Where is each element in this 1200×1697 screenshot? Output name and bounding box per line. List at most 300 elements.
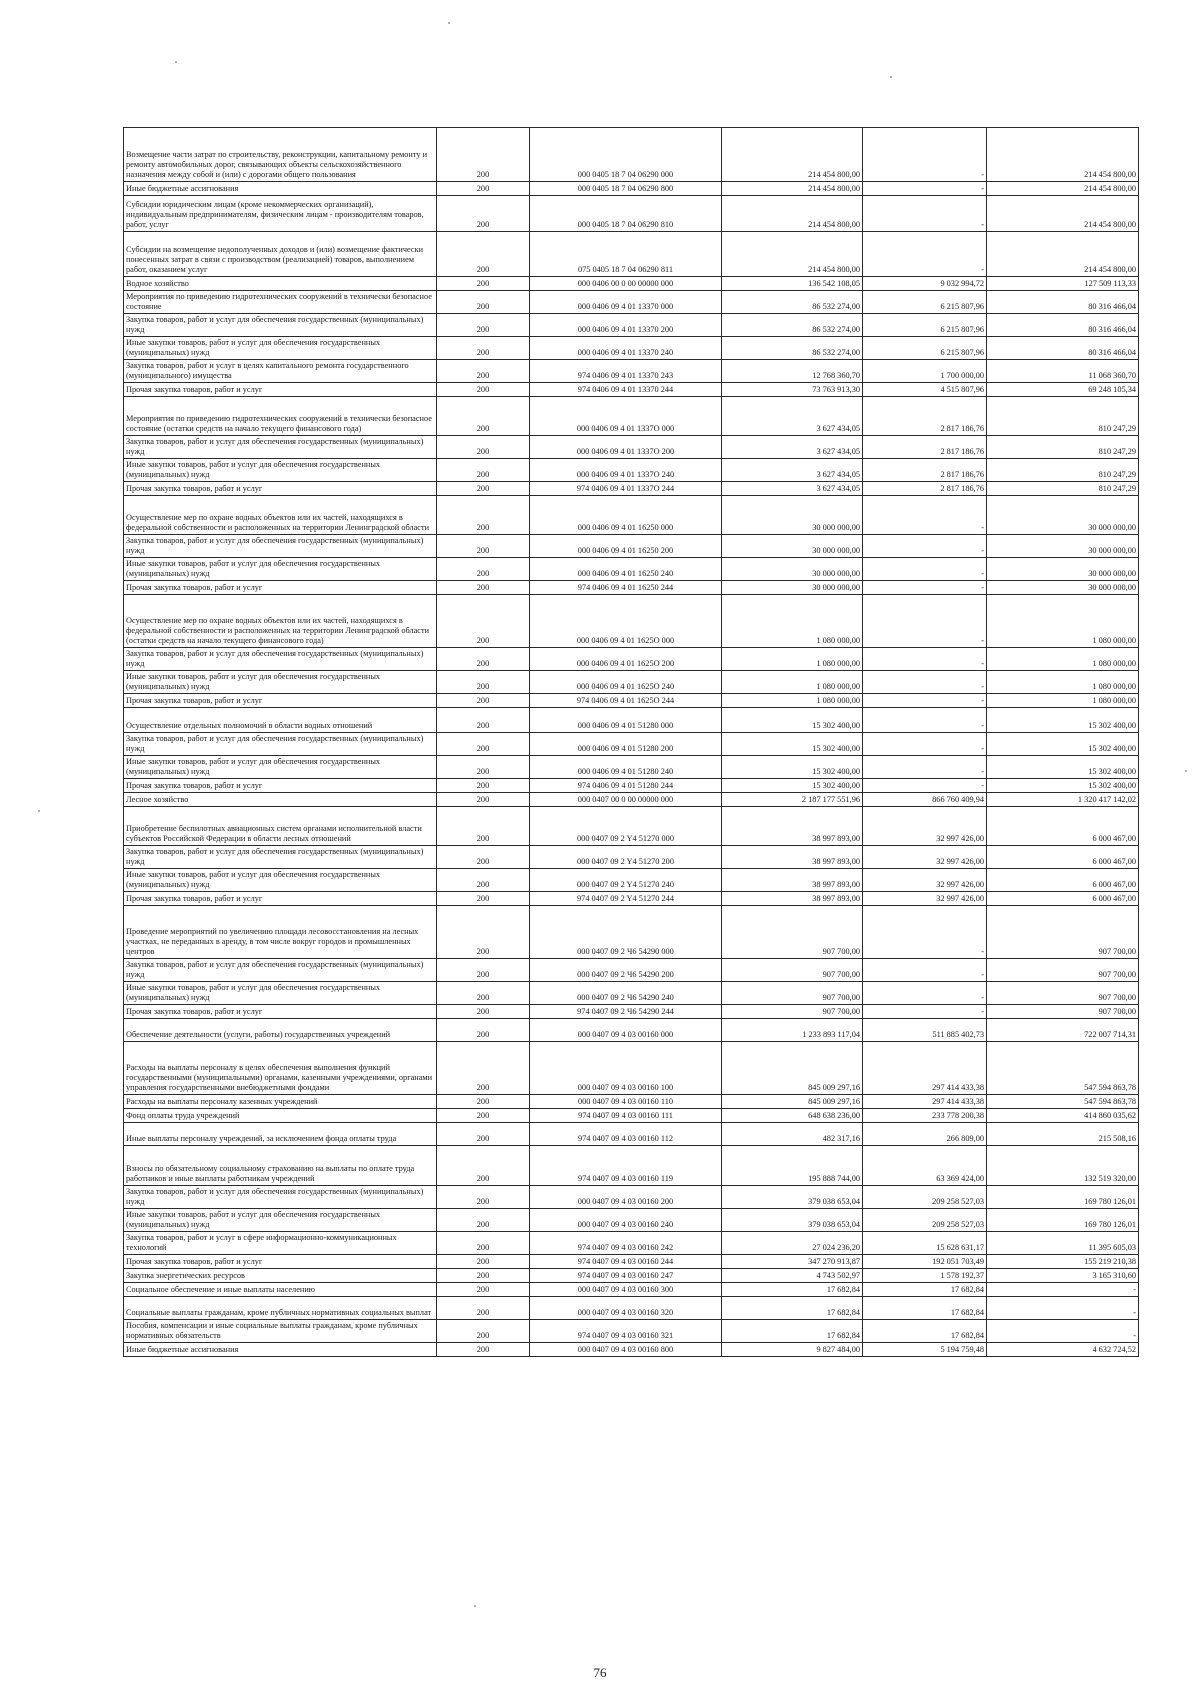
- row-code-cell: 200: [437, 779, 530, 793]
- row-unexecuted-cell: 30 000 000,00: [987, 581, 1139, 595]
- row-kbk-cell: 000 0407 00 0 00 00000 000: [530, 793, 722, 807]
- row-unexecuted-cell: 169 780 126,01: [987, 1186, 1139, 1209]
- row-kbk-cell: 000 0407 09 2 Y4 51270 240: [530, 869, 722, 892]
- row-code-cell: 200: [437, 1186, 530, 1209]
- row-code-cell: 200: [437, 892, 530, 906]
- row-approved-cell: 3 627 434,05: [722, 397, 863, 436]
- row-unexecuted-cell: 15 302 400,00: [987, 779, 1139, 793]
- row-executed-cell: -: [863, 128, 987, 182]
- row-kbk-cell: 974 0406 09 4 01 1337О 244: [530, 482, 722, 496]
- row-name-cell: Иные закупки товаров, работ и услуг для обеспечения государственных (муниципальных) нужд: [124, 337, 437, 360]
- table-row: [124, 196, 1139, 232]
- row-code-cell: 200: [437, 1109, 530, 1123]
- row-kbk-cell: 974 0406 09 4 01 16250 244: [530, 581, 722, 595]
- row-code-cell: 200: [437, 232, 530, 277]
- row-code-cell: 200: [437, 1343, 530, 1357]
- row-executed-cell: 192 051 703,49: [863, 1255, 987, 1269]
- row-unexecuted-cell: 80 316 466,04: [987, 337, 1139, 360]
- row-approved-cell: 15 302 400,00: [722, 733, 863, 756]
- row-kbk-cell: 075 0405 18 7 04 06290 811: [530, 232, 722, 277]
- row-name-cell: Закупка товаров, работ и услуг для обеспечения государственных (муниципальных) нужд: [124, 648, 437, 671]
- row-unexecuted-cell: 6 000 467,00: [987, 892, 1139, 906]
- row-executed-cell: 297 414 433,38: [863, 1042, 987, 1095]
- row-approved-cell: 214 454 800,00: [722, 128, 863, 182]
- table-row: [124, 807, 1139, 846]
- row-code-cell: 200: [437, 196, 530, 232]
- row-approved-cell: 1 080 000,00: [722, 595, 863, 648]
- row-kbk-cell: 000 0406 09 4 01 13370 000: [530, 291, 722, 314]
- row-executed-cell: -: [863, 1005, 987, 1019]
- row-unexecuted-cell: 155 219 210,38: [987, 1255, 1139, 1269]
- row-approved-cell: 648 638 236,00: [722, 1109, 863, 1123]
- row-executed-cell: -: [863, 558, 987, 581]
- row-unexecuted-cell: 15 302 400,00: [987, 756, 1139, 779]
- row-executed-cell: 2 817 186,76: [863, 459, 987, 482]
- row-unexecuted-cell: 127 509 113,33: [987, 277, 1139, 291]
- row-kbk-cell: 974 0407 09 4 03 00160 242: [530, 1232, 722, 1255]
- row-unexecuted-cell: 30 000 000,00: [987, 496, 1139, 535]
- table-row: [124, 648, 1139, 671]
- row-name-cell: Иные закупки товаров, работ и услуг для обеспечения государственных (муниципальных) нужд: [124, 869, 437, 892]
- table-row: [124, 459, 1139, 482]
- row-name-cell: Взносы по обязательному социальному страхованию на выплаты по оплате труда работников и иные выплаты работникам учреждений: [124, 1146, 437, 1186]
- row-executed-cell: 297 414 433,38: [863, 1095, 987, 1109]
- row-name-cell: Иные закупки товаров, работ и услуг для обеспечения государственных (муниципальных) нужд: [124, 558, 437, 581]
- row-name-cell: Лесное хозяйство: [124, 793, 437, 807]
- row-executed-cell: 866 760 409,94: [863, 793, 987, 807]
- row-kbk-cell: 000 0406 00 0 00 00000 000: [530, 277, 722, 291]
- row-executed-cell: 17 682,84: [863, 1320, 987, 1343]
- table-row: [124, 581, 1139, 595]
- row-unexecuted-cell: 907 700,00: [987, 906, 1139, 959]
- row-code-cell: 200: [437, 708, 530, 733]
- row-code-cell: 200: [437, 1255, 530, 1269]
- row-name-cell: Приобретение беспилотных авиационных систем органами исполнительной власти субъектов Российской Федерации в области лесных отношений: [124, 807, 437, 846]
- row-approved-cell: 195 888 744,00: [722, 1146, 863, 1186]
- row-executed-cell: 6 215 807,96: [863, 291, 987, 314]
- row-kbk-cell: 000 0407 09 4 03 00160 800: [530, 1343, 722, 1357]
- row-kbk-cell: 974 0406 09 4 01 13370 244: [530, 383, 722, 397]
- row-code-cell: 200: [437, 733, 530, 756]
- table-row: [124, 535, 1139, 558]
- row-approved-cell: 379 038 653,04: [722, 1209, 863, 1232]
- row-code-cell: 200: [437, 360, 530, 383]
- row-code-cell: 200: [437, 482, 530, 496]
- row-code-cell: 200: [437, 869, 530, 892]
- row-unexecuted-cell: 80 316 466,04: [987, 314, 1139, 337]
- row-name-cell: Фонд оплаты труда учреждений: [124, 1109, 437, 1123]
- row-approved-cell: 214 454 800,00: [722, 182, 863, 196]
- table-row: [124, 1005, 1139, 1019]
- row-executed-cell: 233 778 200,38: [863, 1109, 987, 1123]
- row-approved-cell: 38 997 893,00: [722, 807, 863, 846]
- row-executed-cell: 5 194 759,48: [863, 1343, 987, 1357]
- row-executed-cell: -: [863, 708, 987, 733]
- row-unexecuted-cell: 6 000 467,00: [987, 869, 1139, 892]
- row-approved-cell: 27 024 236,20: [722, 1232, 863, 1255]
- row-executed-cell: -: [863, 496, 987, 535]
- row-kbk-cell: 000 0405 18 7 04 06290 000: [530, 128, 722, 182]
- row-executed-cell: 266 809,00: [863, 1123, 987, 1146]
- row-unexecuted-cell: 4 632 724,52: [987, 1343, 1139, 1357]
- row-kbk-cell: 974 0407 09 2 Ч6 54290 244: [530, 1005, 722, 1019]
- row-code-cell: 200: [437, 1019, 530, 1042]
- row-name-cell: Иные закупки товаров, работ и услуг для обеспечения государственных (муниципальных) нужд: [124, 459, 437, 482]
- row-executed-cell: 32 997 426,00: [863, 892, 987, 906]
- table-row: [124, 232, 1139, 277]
- row-executed-cell: 63 369 424,00: [863, 1146, 987, 1186]
- row-executed-cell: -: [863, 959, 987, 982]
- table-row: [124, 1042, 1139, 1095]
- row-name-cell: Проведение мероприятий по увеличению площади лесовосстановления на лесных участках, не переданных в аренду, в том числе вокруг городов и промышленных центров: [124, 906, 437, 959]
- row-unexecuted-cell: -: [987, 1320, 1139, 1343]
- row-executed-cell: -: [863, 182, 987, 196]
- row-approved-cell: 347 270 913,87: [722, 1255, 863, 1269]
- row-code-cell: 200: [437, 337, 530, 360]
- row-code-cell: 200: [437, 1005, 530, 1019]
- row-name-cell: Закупка товаров, работ и услуг для обеспечения государственных (муниципальных) нужд: [124, 314, 437, 337]
- row-kbk-cell: 000 0407 09 4 03 00160 200: [530, 1186, 722, 1209]
- row-code-cell: 200: [437, 277, 530, 291]
- row-unexecuted-cell: 6 000 467,00: [987, 807, 1139, 846]
- row-unexecuted-cell: 907 700,00: [987, 959, 1139, 982]
- row-approved-cell: 38 997 893,00: [722, 892, 863, 906]
- row-approved-cell: 136 542 108,05: [722, 277, 863, 291]
- table-row: [124, 793, 1139, 807]
- row-executed-cell: -: [863, 581, 987, 595]
- row-approved-cell: 15 302 400,00: [722, 779, 863, 793]
- row-name-cell: Закупка товаров, работ и услуг в целях капитального ремонта государственного (муниципального) имущества: [124, 360, 437, 383]
- row-executed-cell: 32 997 426,00: [863, 846, 987, 869]
- row-approved-cell: 1 080 000,00: [722, 694, 863, 708]
- row-unexecuted-cell: 214 454 800,00: [987, 182, 1139, 196]
- row-approved-cell: 73 763 913,30: [722, 383, 863, 397]
- row-approved-cell: 15 302 400,00: [722, 708, 863, 733]
- row-kbk-cell: 000 0406 09 4 01 16250 000: [530, 496, 722, 535]
- row-executed-cell: 1 700 000,00: [863, 360, 987, 383]
- table-row: [124, 1146, 1139, 1186]
- row-unexecuted-cell: 1 080 000,00: [987, 671, 1139, 694]
- row-name-cell: Обеспечение деятельности (услуги, работы) государственных учреждений: [124, 1019, 437, 1042]
- budget-execution-table: [123, 127, 1139, 1357]
- row-kbk-cell: 000 0407 09 4 03 00160 300: [530, 1283, 722, 1297]
- row-unexecuted-cell: 132 519 320,00: [987, 1146, 1139, 1186]
- row-unexecuted-cell: 810 247,29: [987, 436, 1139, 459]
- row-code-cell: 200: [437, 1269, 530, 1283]
- row-approved-cell: 17 682,84: [722, 1283, 863, 1297]
- row-approved-cell: 214 454 800,00: [722, 196, 863, 232]
- row-unexecuted-cell: 214 454 800,00: [987, 232, 1139, 277]
- row-executed-cell: -: [863, 906, 987, 959]
- row-approved-cell: 3 627 434,05: [722, 459, 863, 482]
- row-name-cell: Прочая закупка товаров, работ и услуг: [124, 892, 437, 906]
- row-code-cell: 200: [437, 807, 530, 846]
- table-row: [124, 1232, 1139, 1255]
- table-row: [124, 1320, 1139, 1343]
- row-code-cell: 200: [437, 1095, 530, 1109]
- table-row: [124, 436, 1139, 459]
- row-approved-cell: 86 532 274,00: [722, 314, 863, 337]
- table-row: [124, 383, 1139, 397]
- row-kbk-cell: 000 0406 09 4 01 1337О 240: [530, 459, 722, 482]
- row-executed-cell: -: [863, 196, 987, 232]
- table-row: [124, 558, 1139, 581]
- table-row: [124, 1255, 1139, 1269]
- row-kbk-cell: 000 0407 09 2 Y4 51270 000: [530, 807, 722, 846]
- row-code-cell: 200: [437, 648, 530, 671]
- row-unexecuted-cell: 15 302 400,00: [987, 733, 1139, 756]
- row-approved-cell: 1 080 000,00: [722, 671, 863, 694]
- table-row: [124, 982, 1139, 1005]
- table-row: [124, 906, 1139, 959]
- row-kbk-cell: 000 0406 09 4 01 13370 200: [530, 314, 722, 337]
- row-approved-cell: 86 532 274,00: [722, 337, 863, 360]
- table-row: [124, 595, 1139, 648]
- table-row: [124, 733, 1139, 756]
- row-executed-cell: 6 215 807,96: [863, 314, 987, 337]
- row-name-cell: Субсидии юридическим лицам (кроме некоммерческих организаций), индивидуальным предпринимателям, физическим лицам - производителям товаров, работ, услуг: [124, 196, 437, 232]
- row-code-cell: 200: [437, 383, 530, 397]
- row-kbk-cell: 000 0405 18 7 04 06290 800: [530, 182, 722, 196]
- row-code-cell: 200: [437, 436, 530, 459]
- row-code-cell: 200: [437, 1123, 530, 1146]
- row-name-cell: Расходы на выплаты персоналу в целях обеспечения выполнения функций государственными (муниципальными) органами, казенными учреждениями, органами управления государственными внебюджетными фондами: [124, 1042, 437, 1095]
- row-code-cell: 200: [437, 496, 530, 535]
- row-unexecuted-cell: 69 248 105,34: [987, 383, 1139, 397]
- table-row: [124, 128, 1139, 182]
- row-unexecuted-cell: 214 454 800,00: [987, 128, 1139, 182]
- row-kbk-cell: 974 0407 09 4 03 00160 321: [530, 1320, 722, 1343]
- row-code-cell: 200: [437, 694, 530, 708]
- row-executed-cell: -: [863, 779, 987, 793]
- table-row: [124, 756, 1139, 779]
- row-name-cell: Осуществление мер по охране водных объектов или их частей, находящихся в федеральной собственности и расположенных на территории Ленинградской области (остатки средств на начало текущего финансового года): [124, 595, 437, 648]
- row-executed-cell: -: [863, 733, 987, 756]
- row-approved-cell: 907 700,00: [722, 982, 863, 1005]
- row-name-cell: Прочая закупка товаров, работ и услуг: [124, 581, 437, 595]
- row-unexecuted-cell: 6 000 467,00: [987, 846, 1139, 869]
- row-executed-cell: -: [863, 982, 987, 1005]
- row-name-cell: Прочая закупка товаров, работ и услуг: [124, 1005, 437, 1019]
- row-executed-cell: 9 032 994,72: [863, 277, 987, 291]
- row-unexecuted-cell: -: [987, 1283, 1139, 1297]
- row-unexecuted-cell: 169 780 126,01: [987, 1209, 1139, 1232]
- row-unexecuted-cell: 810 247,29: [987, 482, 1139, 496]
- row-approved-cell: 907 700,00: [722, 959, 863, 982]
- row-code-cell: 200: [437, 1320, 530, 1343]
- row-name-cell: Иные закупки товаров, работ и услуг для обеспечения государственных (муниципальных) нужд: [124, 1209, 437, 1232]
- row-code-cell: 200: [437, 581, 530, 595]
- row-code-cell: 200: [437, 558, 530, 581]
- table-row: [124, 397, 1139, 436]
- row-executed-cell: -: [863, 694, 987, 708]
- row-unexecuted-cell: 1 080 000,00: [987, 694, 1139, 708]
- row-unexecuted-cell: 15 302 400,00: [987, 708, 1139, 733]
- table-row: [124, 1109, 1139, 1123]
- row-name-cell: Возмещение части затрат по строительству, реконструкции, капитальному ремонту и ремонту автомобильных дорог, связывающих объекты сельскохозяйственного назначения между собой и (или) с дорогами общего пользования: [124, 128, 437, 182]
- table-row: [124, 779, 1139, 793]
- row-approved-cell: 379 038 653,04: [722, 1186, 863, 1209]
- row-kbk-cell: 000 0406 09 4 01 16250 200: [530, 535, 722, 558]
- row-approved-cell: 9 827 484,00: [722, 1343, 863, 1357]
- row-name-cell: Мероприятия по приведению гидротехнических сооружений в технически безопасное состояние (остатки средств на начало текущего финансового года): [124, 397, 437, 436]
- table-row: [124, 1019, 1139, 1042]
- row-approved-cell: 845 009 297,16: [722, 1042, 863, 1095]
- row-unexecuted-cell: 1 080 000,00: [987, 648, 1139, 671]
- row-name-cell: Расходы на выплаты персоналу казенных учреждений: [124, 1095, 437, 1109]
- row-kbk-cell: 000 0407 09 4 03 00160 240: [530, 1209, 722, 1232]
- row-code-cell: 200: [437, 535, 530, 558]
- row-kbk-cell: 974 0406 09 4 01 51280 244: [530, 779, 722, 793]
- row-kbk-cell: 000 0407 09 2 Y4 51270 200: [530, 846, 722, 869]
- row-name-cell: Иные закупки товаров, работ и услуг для обеспечения государственных (муниципальных) нужд: [124, 756, 437, 779]
- row-kbk-cell: 000 0407 09 4 03 00160 100: [530, 1042, 722, 1095]
- table-row: [124, 360, 1139, 383]
- table-row: [124, 1095, 1139, 1109]
- row-code-cell: 200: [437, 671, 530, 694]
- row-approved-cell: 3 627 434,05: [722, 436, 863, 459]
- row-unexecuted-cell: -: [987, 1297, 1139, 1320]
- row-executed-cell: 209 258 527,03: [863, 1209, 987, 1232]
- row-unexecuted-cell: 215 508,16: [987, 1123, 1139, 1146]
- scan-speck: [474, 1605, 476, 1607]
- table-row: [124, 694, 1139, 708]
- row-kbk-cell: 974 0407 09 4 03 00160 112: [530, 1123, 722, 1146]
- table-body: [124, 128, 1139, 1357]
- row-kbk-cell: 000 0407 09 4 03 00160 320: [530, 1297, 722, 1320]
- row-approved-cell: 482 317,16: [722, 1123, 863, 1146]
- row-name-cell: Социальные выплаты гражданам, кроме публичных нормативных социальных выплат: [124, 1297, 437, 1320]
- table-row: [124, 1209, 1139, 1232]
- row-approved-cell: 907 700,00: [722, 906, 863, 959]
- scan-speck: [448, 22, 450, 24]
- row-unexecuted-cell: 907 700,00: [987, 982, 1139, 1005]
- row-kbk-cell: 974 0406 09 4 01 13370 243: [530, 360, 722, 383]
- row-code-cell: 200: [437, 959, 530, 982]
- row-approved-cell: 4 743 502,97: [722, 1269, 863, 1283]
- row-executed-cell: 1 578 192,37: [863, 1269, 987, 1283]
- row-code-cell: 200: [437, 1146, 530, 1186]
- row-code-cell: 200: [437, 182, 530, 196]
- row-name-cell: Прочая закупка товаров, работ и услуг: [124, 383, 437, 397]
- table-row: [124, 671, 1139, 694]
- row-kbk-cell: 974 0407 09 4 03 00160 111: [530, 1109, 722, 1123]
- row-kbk-cell: 000 0406 09 4 01 51280 200: [530, 733, 722, 756]
- row-name-cell: Иные выплаты персоналу учреждений, за исключением фонда оплаты труда: [124, 1123, 437, 1146]
- row-kbk-cell: 000 0406 09 4 01 51280 240: [530, 756, 722, 779]
- row-kbk-cell: 000 0407 09 2 Ч6 54290 000: [530, 906, 722, 959]
- row-executed-cell: 15 628 631,17: [863, 1232, 987, 1255]
- table-row: [124, 1283, 1139, 1297]
- row-code-cell: 200: [437, 291, 530, 314]
- row-code-cell: 200: [437, 1209, 530, 1232]
- row-code-cell: 200: [437, 459, 530, 482]
- row-kbk-cell: 000 0406 09 4 01 51280 000: [530, 708, 722, 733]
- table-row: [124, 337, 1139, 360]
- row-name-cell: Иные бюджетные ассигнования: [124, 1343, 437, 1357]
- row-executed-cell: -: [863, 671, 987, 694]
- row-name-cell: Прочая закупка товаров, работ и услуг: [124, 779, 437, 793]
- row-kbk-cell: 000 0406 09 4 01 1337О 200: [530, 436, 722, 459]
- row-approved-cell: 30 000 000,00: [722, 558, 863, 581]
- row-approved-cell: 907 700,00: [722, 1005, 863, 1019]
- page-number: 76: [593, 1665, 607, 1680]
- table-row: [124, 846, 1139, 869]
- row-approved-cell: 30 000 000,00: [722, 581, 863, 595]
- row-kbk-cell: 000 0407 09 4 03 00160 110: [530, 1095, 722, 1109]
- scan-speck: [175, 61, 177, 63]
- table-row: [124, 182, 1139, 196]
- row-code-cell: 200: [437, 846, 530, 869]
- row-code-cell: 200: [437, 314, 530, 337]
- row-name-cell: Субсидии на возмещение недополученных доходов и (или) возмещение фактически понесенных затрат в связи с производством (реализацией) товаров, выполнением работ, оказанием услуг: [124, 232, 437, 277]
- row-unexecuted-cell: 3 165 310,60: [987, 1269, 1139, 1283]
- row-approved-cell: 30 000 000,00: [722, 496, 863, 535]
- row-approved-cell: 17 682,84: [722, 1297, 863, 1320]
- table-row: [124, 1269, 1139, 1283]
- row-name-cell: Закупка товаров, работ и услуг для обеспечения государственных (муниципальных) нужд: [124, 1186, 437, 1209]
- row-name-cell: Закупка товаров, работ и услуг для обеспечения государственных (муниципальных) нужд: [124, 436, 437, 459]
- row-kbk-cell: 000 0406 09 4 01 1625О 000: [530, 595, 722, 648]
- row-kbk-cell: 974 0406 09 4 01 1625О 244: [530, 694, 722, 708]
- row-kbk-cell: 000 0407 09 4 03 00160 000: [530, 1019, 722, 1042]
- row-unexecuted-cell: 414 860 035,62: [987, 1109, 1139, 1123]
- row-code-cell: 200: [437, 1042, 530, 1095]
- table-row: [124, 959, 1139, 982]
- table-row: [124, 708, 1139, 733]
- row-executed-cell: -: [863, 756, 987, 779]
- row-approved-cell: 86 532 274,00: [722, 291, 863, 314]
- row-executed-cell: 17 682,84: [863, 1297, 987, 1320]
- table-row: [124, 869, 1139, 892]
- row-executed-cell: -: [863, 232, 987, 277]
- row-kbk-cell: 974 0407 09 4 03 00160 119: [530, 1146, 722, 1186]
- row-name-cell: Прочая закупка товаров, работ и услуг: [124, 482, 437, 496]
- row-name-cell: Прочая закупка товаров, работ и услуг: [124, 1255, 437, 1269]
- row-executed-cell: 2 817 186,76: [863, 482, 987, 496]
- row-executed-cell: 209 258 527,03: [863, 1186, 987, 1209]
- row-name-cell: Иные бюджетные ассигнования: [124, 182, 437, 196]
- row-kbk-cell: 000 0406 09 4 01 1625О 240: [530, 671, 722, 694]
- row-approved-cell: 1 233 893 117,04: [722, 1019, 863, 1042]
- table-row: [124, 1343, 1139, 1357]
- table-row: [124, 1123, 1139, 1146]
- row-unexecuted-cell: 1 320 417 142,02: [987, 793, 1139, 807]
- row-executed-cell: 2 817 186,76: [863, 436, 987, 459]
- row-executed-cell: 32 997 426,00: [863, 807, 987, 846]
- row-unexecuted-cell: 80 316 466,04: [987, 291, 1139, 314]
- row-approved-cell: 3 627 434,05: [722, 482, 863, 496]
- row-executed-cell: 511 885 402,73: [863, 1019, 987, 1042]
- row-kbk-cell: 974 0407 09 4 03 00160 247: [530, 1269, 722, 1283]
- row-unexecuted-cell: 1 080 000,00: [987, 595, 1139, 648]
- row-unexecuted-cell: 214 454 800,00: [987, 196, 1139, 232]
- scan-speck: [38, 810, 40, 812]
- table-row: [124, 1297, 1139, 1320]
- row-executed-cell: 2 817 186,76: [863, 397, 987, 436]
- row-unexecuted-cell: 722 007 714,31: [987, 1019, 1139, 1042]
- row-code-cell: 200: [437, 793, 530, 807]
- row-executed-cell: -: [863, 535, 987, 558]
- row-kbk-cell: 000 0406 09 4 01 16250 240: [530, 558, 722, 581]
- row-name-cell: Осуществление отдельных полномочий в области водных отношений: [124, 708, 437, 733]
- scan-speck: [1185, 770, 1187, 772]
- row-code-cell: 200: [437, 1232, 530, 1255]
- row-approved-cell: 15 302 400,00: [722, 756, 863, 779]
- row-name-cell: Закупка энергетических ресурсов: [124, 1269, 437, 1283]
- row-kbk-cell: 000 0406 09 4 01 1337О 000: [530, 397, 722, 436]
- row-approved-cell: 214 454 800,00: [722, 232, 863, 277]
